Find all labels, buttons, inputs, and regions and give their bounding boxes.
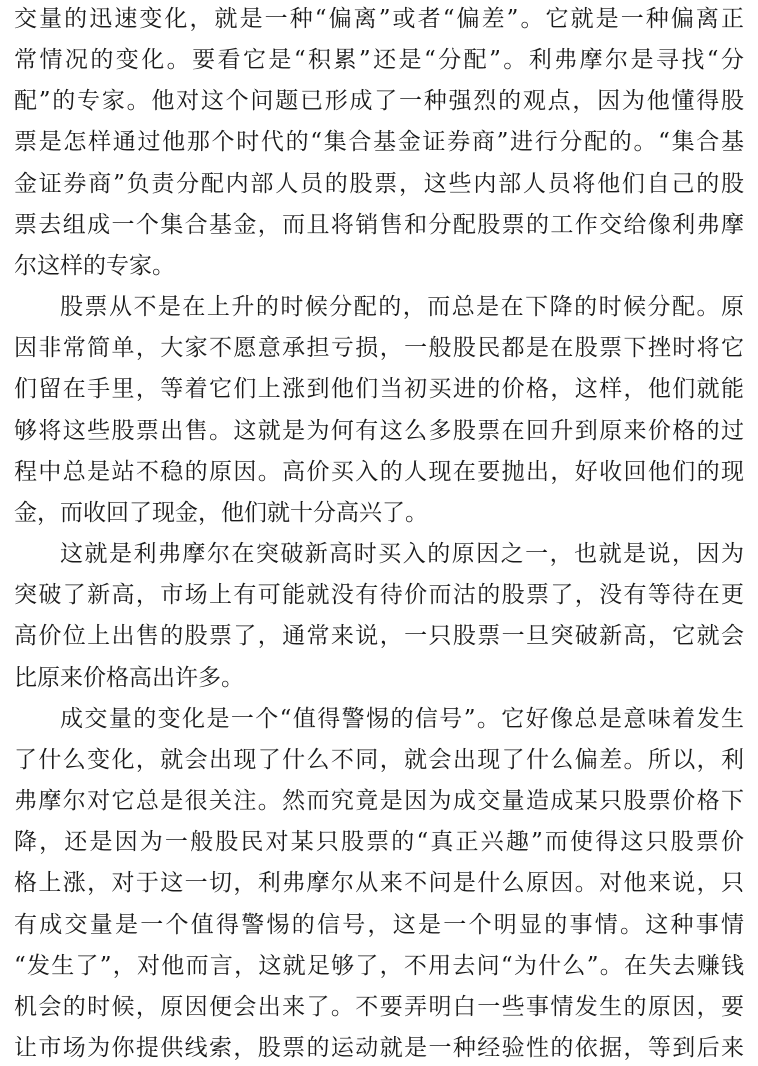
text-line: 够将这些股票出售。这就是为何有这么多股票在回升到原来价格的过 (14, 418, 744, 444)
text-line: 了什么变化，就会出现了什么不同，就会出现了什么偏差。所以，利 (14, 747, 744, 773)
text-line: “发生了”，对他而言，这就足够了，不用去问“为什么”。在失去赚钱 (14, 953, 744, 979)
text-line: 让市场为你提供线索，股票的运动就是一种经验性的依据，等到后来 (14, 1035, 744, 1061)
text-line: 票去组成一个集合基金，而且将销售和分配股票的工作交给像利弗摩 (14, 212, 744, 238)
text-line: 因非常简单，大家不愿意承担亏损，一般股民都是在股票下挫时将它 (14, 335, 744, 361)
text-line: 有成交量是一个值得警惕的信号，这是一个明显的事情。这种事情 (14, 912, 744, 938)
text-line: 程中总是站不稳的原因。高价买入的人现在要抛出，好收回他们的现 (14, 459, 744, 485)
text-line: 交量的迅速变化，就是一种“偏离”或者“偏差”。它就是一种偏离正 (14, 6, 744, 32)
text-line: 机会的时候，原因便会出来了。不要弄明白一些事情发生的原因，要 (14, 994, 744, 1020)
text-line: 金证券商”负责分配内部人员的股票，这些内部人员将他们自己的股 (14, 171, 744, 197)
text-line: 降，还是因为一般股民对某只股票的“真正兴趣”而使得这只股票价 (14, 829, 744, 855)
text-line: 格上涨，对于这一切，利弗摩尔从来不问是什么原因。对他来说，只 (14, 870, 744, 896)
text-line: 突破了新高，市场上有可能就没有待价而沽的股票了，没有等待在更 (14, 582, 744, 608)
text-line: 尔这样的专家。 (14, 253, 175, 279)
text-line: 比原来价格高出许多。 (14, 665, 244, 691)
text-line: 高价位上出售的股票了，通常来说，一只股票一旦突破新高，它就会 (14, 623, 744, 649)
text-line: 弗摩尔对它总是很关注。然而究竟是因为成交量造成某只股票价格下 (14, 788, 744, 814)
text-line: 票是怎样通过他那个时代的“集合基金证券商”进行分配的。“集合基 (14, 129, 744, 155)
text-line: 配”的专家。他对这个问题已形成了一种强烈的观点，因为他懂得股 (14, 88, 744, 114)
text-line: 金，而收回了现金，他们就十分高兴了。 (14, 500, 428, 526)
text-line: 股票从不是在上升的时候分配的，而总是在下降的时候分配。原 (60, 294, 744, 320)
text-line: 这就是利弗摩尔在突破新高时买入的原因之一，也就是说，因为 (60, 541, 744, 567)
text-line: 们留在手里，等着它们上涨到他们当初买进的价格，这样，他们就能 (14, 376, 744, 402)
text-line: 常情况的变化。要看它是“积累”还是“分配”。利弗摩尔是寻找“分 (14, 47, 744, 73)
text-line: 成交量的变化是一个“值得警惕的信号”。它好像总是意味着发生 (60, 706, 744, 732)
